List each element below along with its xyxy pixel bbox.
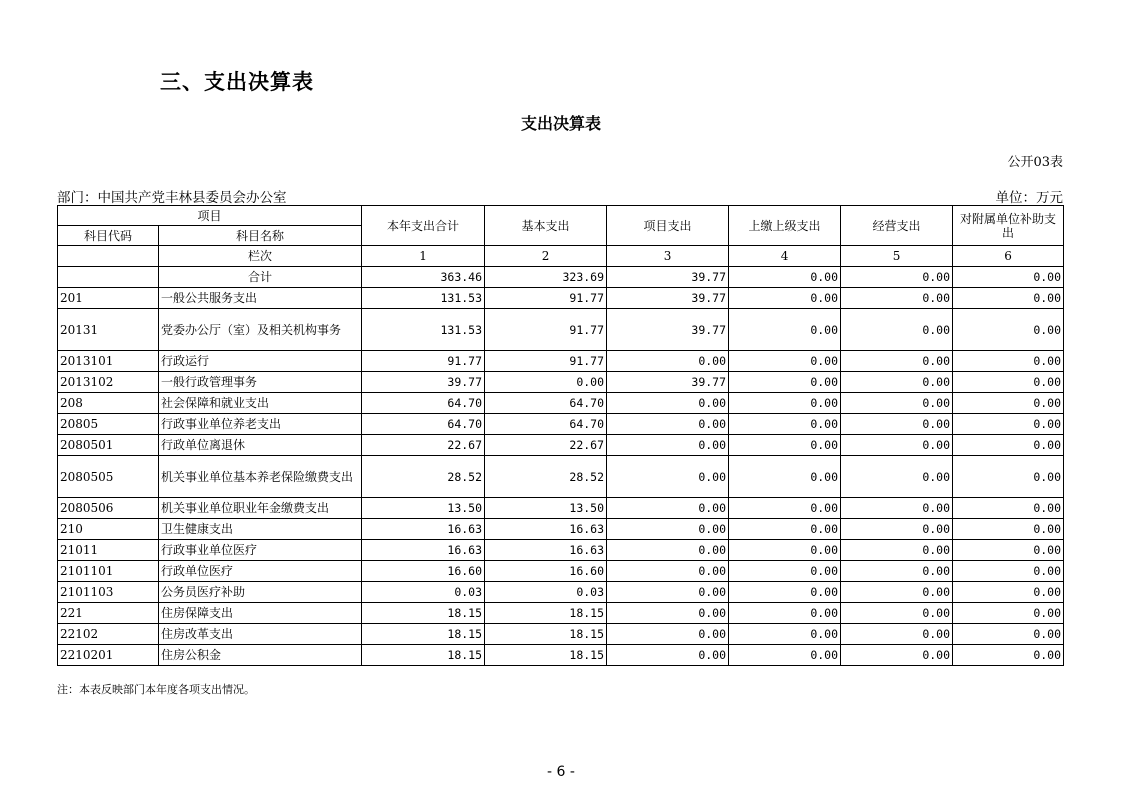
subject-name-cell: 卫生健康支出 [159,519,362,540]
amount-cell: 0.00 [607,582,729,603]
amount-cell: 0.00 [841,498,953,519]
section-heading: 三、支出决算表 [160,70,314,94]
amount-cell: 0.00 [729,519,841,540]
amount-cell: 0.00 [841,372,953,393]
amount-cell: 0.00 [729,351,841,372]
amount-cell: 39.77 [607,288,729,309]
amount-cell: 0.03 [485,582,607,603]
amount-cell: 0.00 [841,519,953,540]
subject-code-cell: 20131 [58,309,159,351]
table-row [58,393,1064,414]
amount-cell: 39.77 [362,372,485,393]
amount-cell: 16.60 [362,561,485,582]
unit-label: 单位：万元 [995,190,1063,206]
amount-cell: 91.77 [485,309,607,351]
amount-cell: 0.00 [607,519,729,540]
amount-cell: 0.00 [607,393,729,414]
amount-cell: 0.00 [953,603,1064,624]
subject-name-cell: 党委办公厅（室）及相关机构事务 [159,309,362,351]
table-row [58,540,1064,561]
table-row [58,498,1064,519]
amount-cell: 22.67 [485,435,607,456]
header-upper-remit: 上缴上级支出 [729,206,841,246]
expenditure-table [57,205,1064,666]
amount-cell: 0.00 [729,582,841,603]
amount-cell: 0.00 [841,288,953,309]
header-subject-code: 科目代码 [58,226,159,246]
amount-cell: 0.00 [841,603,953,624]
amount-cell: 0.00 [841,309,953,351]
amount-cell: 91.77 [485,288,607,309]
subject-name-cell: 住房公积金 [159,645,362,666]
amount-cell: 0.00 [729,414,841,435]
amount-cell: 0.00 [729,435,841,456]
subject-name-cell: 机关事业单位职业年金缴费支出 [159,498,362,519]
table-note: 注：本表反映部门本年度各项支出情况。 [57,683,255,696]
subject-code-cell: 2101103 [58,582,159,603]
amount-cell: 13.50 [485,498,607,519]
subject-name-cell: 行政单位离退休 [159,435,362,456]
amount-cell: 18.15 [485,603,607,624]
amount-cell: 0.00 [953,582,1064,603]
total-cell: 0.00 [841,267,953,288]
amount-cell: 0.00 [953,624,1064,645]
amount-cell: 0.00 [607,540,729,561]
amount-cell: 64.70 [362,414,485,435]
subject-code-cell: 208 [58,393,159,414]
table-row [58,603,1064,624]
table-row [58,288,1064,309]
table-row [58,351,1064,372]
amount-cell: 91.77 [485,351,607,372]
amount-cell: 16.63 [485,540,607,561]
subject-code-cell: 210 [58,519,159,540]
header-col-order: 栏次 [159,246,362,267]
subject-code-cell: 22102 [58,624,159,645]
amount-cell: 0.00 [607,414,729,435]
total-cell: 363.46 [362,267,485,288]
header-project-expenditure: 项目支出 [607,206,729,246]
amount-cell: 0.00 [953,519,1064,540]
subject-name-cell: 社会保障和就业支出 [159,393,362,414]
subject-code-cell: 201 [58,288,159,309]
subject-code-cell: 2210201 [58,645,159,666]
amount-cell: 16.63 [362,540,485,561]
total-row-code [58,267,159,288]
subject-code-cell: 2080505 [58,456,159,498]
amount-cell: 0.00 [841,393,953,414]
amount-cell: 0.00 [607,645,729,666]
amount-cell: 0.00 [841,582,953,603]
amount-cell: 0.00 [841,624,953,645]
header-item: 项目 [58,206,362,226]
amount-cell: 0.00 [607,435,729,456]
amount-cell: 0.00 [953,435,1064,456]
subject-name-cell: 机关事业单位基本养老保险缴费支出 [159,456,362,498]
amount-cell: 0.00 [953,540,1064,561]
amount-cell: 0.00 [953,561,1064,582]
amount-cell: 39.77 [607,372,729,393]
table-row [58,561,1064,582]
amount-cell: 16.63 [485,519,607,540]
amount-cell: 28.52 [485,456,607,498]
subject-code-cell: 221 [58,603,159,624]
amount-cell: 0.00 [953,288,1064,309]
amount-cell: 0.00 [729,540,841,561]
subject-name-cell: 行政运行 [159,351,362,372]
amount-cell: 0.00 [841,540,953,561]
table-row [58,372,1064,393]
total-cell: 39.77 [607,267,729,288]
amount-cell: 64.70 [362,393,485,414]
amount-cell: 0.00 [729,393,841,414]
amount-cell: 39.77 [607,309,729,351]
header-subject-name: 科目名称 [159,226,362,246]
table-row [58,435,1064,456]
amount-cell: 0.00 [607,624,729,645]
amount-cell: 0.00 [607,603,729,624]
table-row [58,645,1064,666]
amount-cell: 28.52 [362,456,485,498]
amount-cell: 0.00 [729,309,841,351]
amount-cell: 0.00 [841,561,953,582]
table-row [58,456,1064,498]
amount-cell: 64.70 [485,414,607,435]
amount-cell: 16.63 [362,519,485,540]
subject-name-cell: 一般公共服务支出 [159,288,362,309]
table-title: 支出决算表 [520,114,601,133]
form-code: 公开03表 [1007,155,1063,170]
amount-cell: 0.00 [953,498,1064,519]
department-label: 部门：中国共产党丰林县委员会办公室 [57,190,287,206]
total-cell: 0.00 [729,267,841,288]
total-row-label: 合计 [159,267,362,288]
amount-cell: 0.00 [841,435,953,456]
amount-cell: 0.00 [953,414,1064,435]
subject-name-cell: 行政单位医疗 [159,561,362,582]
total-cell: 323.69 [485,267,607,288]
amount-cell: 13.50 [362,498,485,519]
amount-cell: 18.15 [485,645,607,666]
page-number: - 6 - [547,764,575,780]
amount-cell: 131.53 [362,309,485,351]
amount-cell: 18.15 [362,603,485,624]
amount-cell: 0.00 [607,561,729,582]
amount-cell: 16.60 [485,561,607,582]
total-cell: 0.00 [953,267,1064,288]
amount-cell: 0.00 [729,498,841,519]
amount-cell: 64.70 [485,393,607,414]
amount-cell: 0.00 [953,456,1064,498]
amount-cell: 91.77 [362,351,485,372]
amount-cell: 0.00 [841,351,953,372]
header-total-expenditure: 本年支出合计 [362,206,485,246]
table-row [58,519,1064,540]
amount-cell: 0.00 [729,561,841,582]
amount-cell: 0.00 [953,351,1064,372]
subject-code-cell: 20805 [58,414,159,435]
subject-code-cell: 21011 [58,540,159,561]
amount-cell: 0.00 [729,288,841,309]
subject-name-cell: 公务员医疗补助 [159,582,362,603]
subject-code-cell: 2101101 [58,561,159,582]
amount-cell: 0.00 [607,456,729,498]
amount-cell: 0.00 [729,603,841,624]
subject-name-cell: 住房保障支出 [159,603,362,624]
amount-cell: 0.03 [362,582,485,603]
amount-cell: 131.53 [362,288,485,309]
subject-name-cell: 行政事业单位养老支出 [159,414,362,435]
amount-cell: 0.00 [953,309,1064,351]
amount-cell: 0.00 [953,393,1064,414]
col-number: 4 [729,246,841,267]
col-number: 1 [362,246,485,267]
col-number: 5 [841,246,953,267]
table-row [58,309,1064,351]
amount-cell: 0.00 [607,498,729,519]
col-number: 6 [953,246,1064,267]
subject-code-cell: 2013101 [58,351,159,372]
table-row [58,624,1064,645]
header-col-order-blank [58,246,159,267]
subject-name-cell: 住房改革支出 [159,624,362,645]
amount-cell: 0.00 [729,624,841,645]
table-row [58,582,1064,603]
amount-cell: 0.00 [729,372,841,393]
amount-cell: 0.00 [953,645,1064,666]
amount-cell: 0.00 [841,456,953,498]
subject-code-cell: 2013102 [58,372,159,393]
amount-cell: 0.00 [729,456,841,498]
header-subsidiary-subsidy: 对附属单位补助支出 [953,206,1064,246]
amount-cell: 0.00 [729,645,841,666]
amount-cell: 0.00 [841,645,953,666]
amount-cell: 22.67 [362,435,485,456]
table-row [58,414,1064,435]
amount-cell: 0.00 [485,372,607,393]
subject-name-cell: 一般行政管理事务 [159,372,362,393]
header-business-expenditure: 经营支出 [841,206,953,246]
col-number: 2 [485,246,607,267]
amount-cell: 0.00 [953,372,1064,393]
total-row [58,267,1064,288]
amount-cell: 18.15 [485,624,607,645]
subject-code-cell: 2080506 [58,498,159,519]
subject-code-cell: 2080501 [58,435,159,456]
amount-cell: 18.15 [362,645,485,666]
col-number: 3 [607,246,729,267]
header-basic-expenditure: 基本支出 [485,206,607,246]
amount-cell: 0.00 [607,351,729,372]
amount-cell: 18.15 [362,624,485,645]
amount-cell: 0.00 [841,414,953,435]
subject-name-cell: 行政事业单位医疗 [159,540,362,561]
